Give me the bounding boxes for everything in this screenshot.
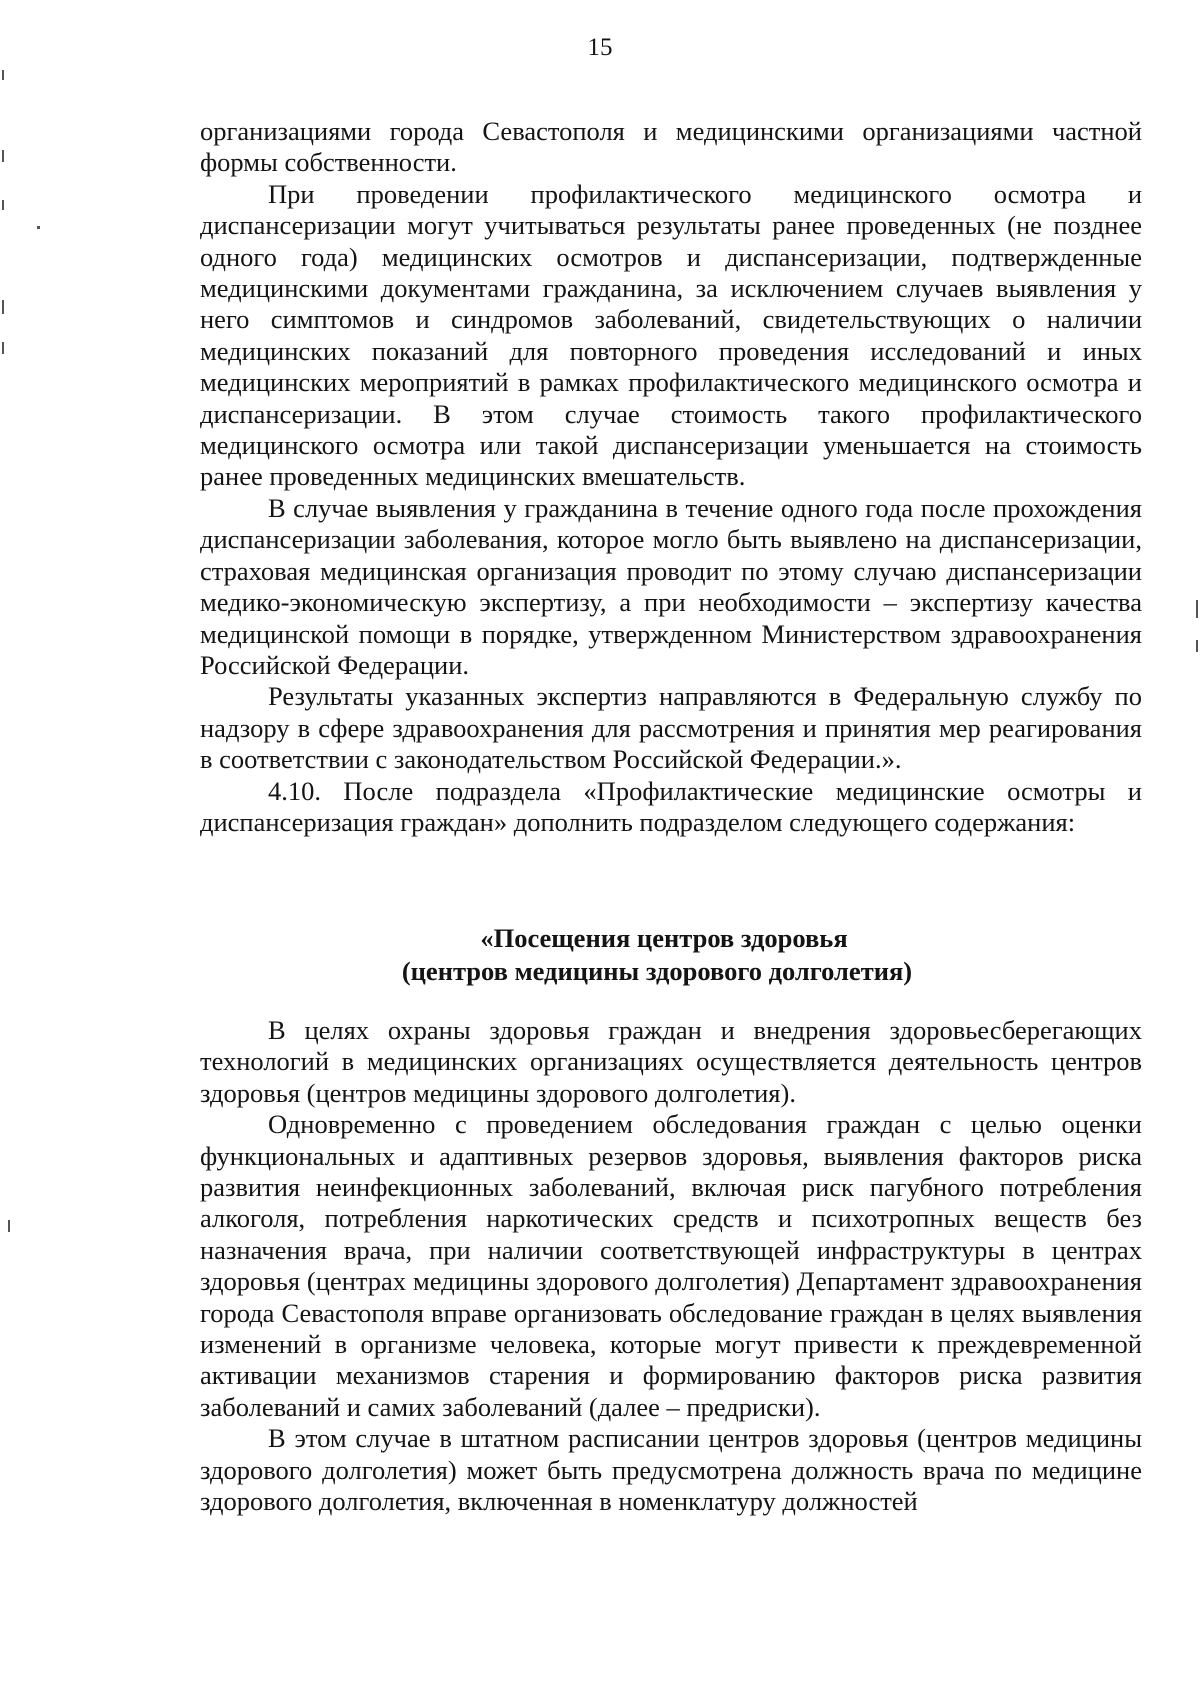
paragraph: В случае выявления у гражданина в течение одного года после прохождения диспансеризации заболевания, которое могло быть выявлено на диспансеризации, страховая медицинская организация проводит по этому случаю диспансеризации медико-экономическую экспертизу, а при необходимости – экспертизу качества медицинской помощи в порядке, утвержденном Министерством здравоохранения Российской Федерации. xyxy=(200,492,1142,680)
body-text-bottom xyxy=(200,1015,1142,1518)
scan-artifact xyxy=(1196,600,1198,618)
paragraph: В целях охраны здоровья граждан и внедрения здоровьесберегающих технологий в медицинских организациях осуществляется деятельность центров здоровья (центров медицины здорового долголетия). xyxy=(200,1015,1142,1108)
paragraph: В этом случае в штатном расписании центров здоровья (центров медицины здорового долголетия) может быть предусмотрена должность врача по медицине здорового долголетия, включенная в номенклатуру должностей xyxy=(200,1423,1142,1517)
paragraph: 4.10. После подраздела «Профилактические медицинские осмотры и диспансеризация граждан» дополнить подразделом следующего содержания: xyxy=(200,775,1142,837)
scan-artifact xyxy=(1196,640,1198,652)
scan-artifact xyxy=(2,150,4,162)
paragraph-continuation: организациями города Севастополя и медицинскими организациями частной формы собственности. xyxy=(200,116,1142,178)
scan-artifact xyxy=(8,1220,10,1232)
scan-artifact xyxy=(37,226,40,229)
page-number: 15 xyxy=(587,34,613,61)
section-heading-line-2: (центров медицины здорового долголетия) xyxy=(401,956,913,986)
paragraph: При проведении профилактического медицинского осмотра и диспансеризации могут учитываться результаты ранее проведенных (не позднее одного года) медицинских осмотров и диспансеризации, подтвержденные медицинскими документами гражданина, за исключением случаев выявления у него симптомов и синдромов заболеваний, свидетельствующих о наличии медицинских показаний для повторного проведения исследований и иных медицинских мероприятий в рамках профилактического медицинского осмотра и диспансеризации. В этом случае стоимость такого профилактического медицинского осмотра или такой диспансеризации уменьшается на стоимость ранее проведенных медицинских вмешательств. xyxy=(200,178,1142,492)
scan-artifact xyxy=(2,300,4,314)
scan-artifact xyxy=(2,342,4,354)
section-heading xyxy=(0,922,1200,988)
body-text-top xyxy=(200,116,1142,838)
paragraph: Одновременно с проведением обследования граждан с целью оценки функциональных и адаптивных резервов здоровья, выявления факторов риска развития неинфекционных заболеваний, включая риск пагубного потребления алкоголя, потребления наркотических средств и психотропных веществ без назначения врача, при наличии соответствующей инфраструктуры в центрах здоровья (центрах медицины здорового долголетия) Департамент здравоохранения города Севастополя вправе организовать обследование граждан в целях выявления изменений в организме человека, которые могут привести к преждевременной активации механизмов старения и формированию факторов риска развития заболеваний и самих заболеваний (далее – предриски). xyxy=(200,1109,1142,1422)
scan-artifact xyxy=(2,200,4,210)
scan-artifact xyxy=(2,70,4,80)
section-heading-line-1: «Посещения центров здоровья xyxy=(480,923,848,953)
paragraph: Результаты указанных экспертиз направляются в Федеральную службу по надзору в сфере здравоохранения для рассмотрения и принятия мер реагирования в соответствии с законодательством Российской Федерации.». xyxy=(200,681,1142,775)
